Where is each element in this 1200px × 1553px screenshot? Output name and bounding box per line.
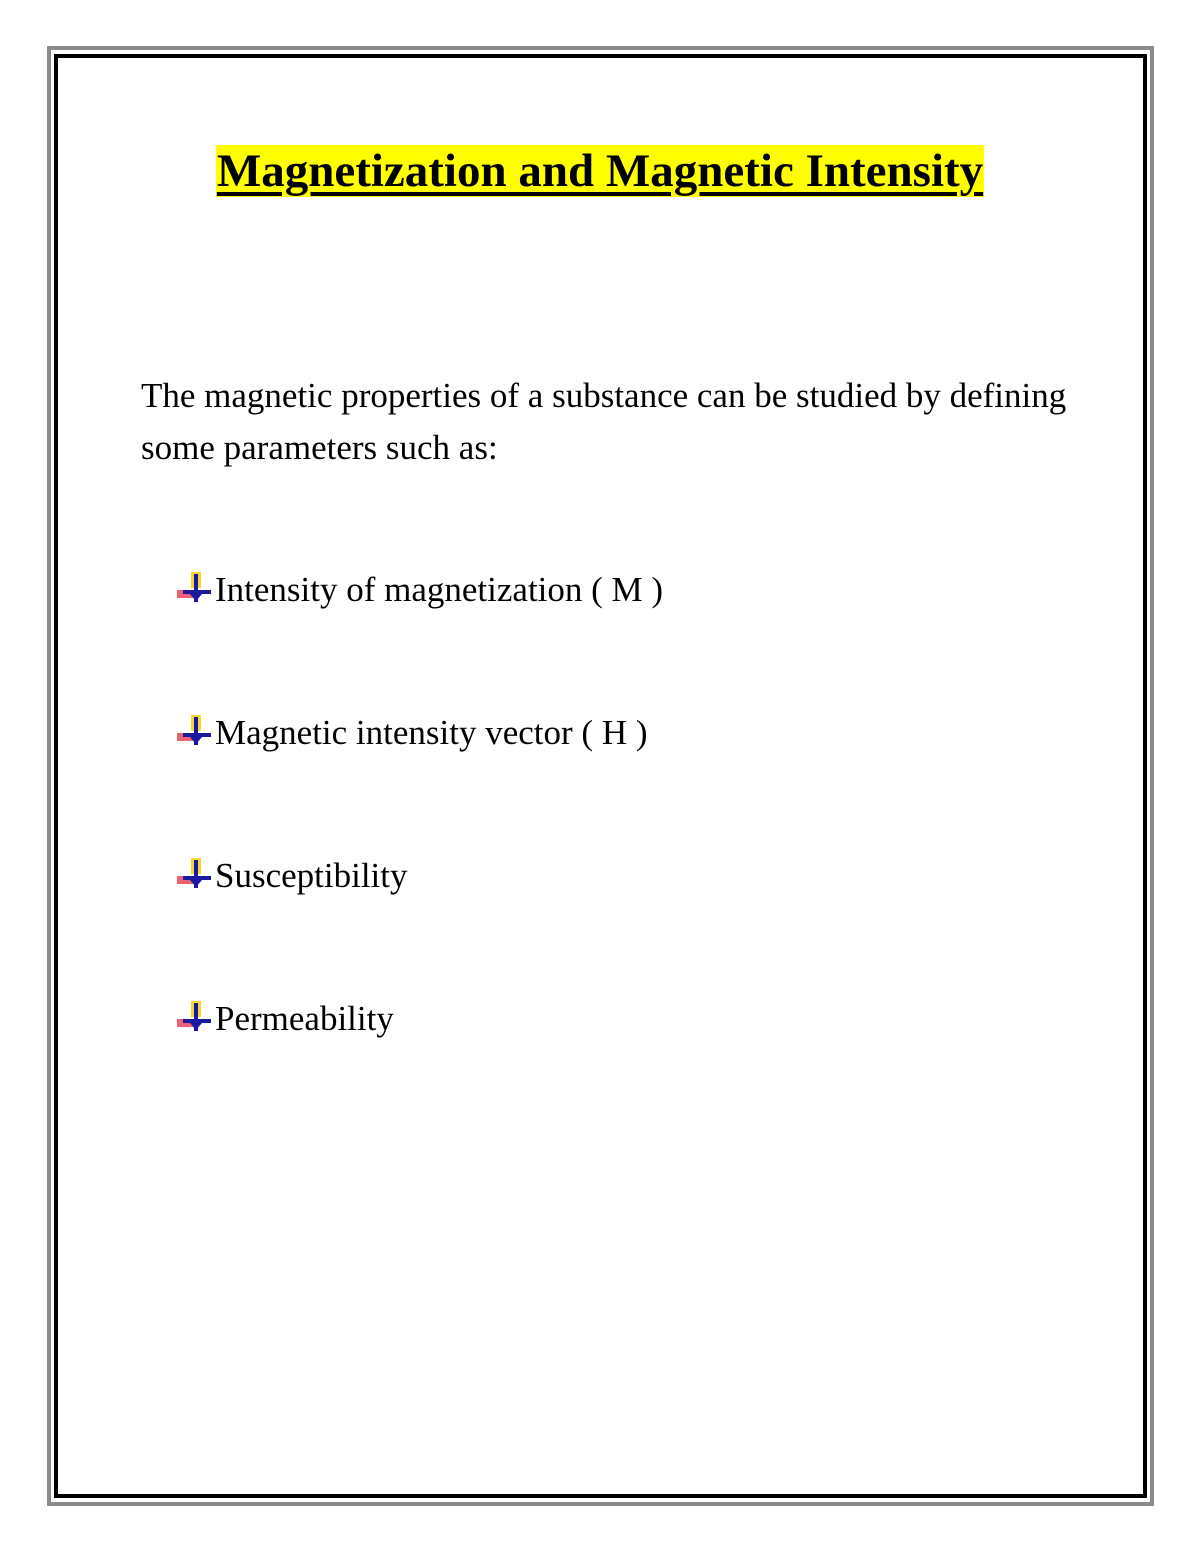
list-item [175,564,663,707]
list-item-label: Intensity of magnetization ( M ) [215,570,664,609]
list-item-label: Susceptibility [215,856,408,895]
intro-paragraph: The magnetic properties of a substance can be studied by defining some parameters such as: [141,376,1067,467]
parameter-list [175,564,663,1136]
list-item-label: Permeability [215,999,394,1038]
arrow-bullet-icon [175,850,215,902]
list-item [175,707,663,850]
page-title [0,142,1200,200]
arrow-bullet-icon [175,707,215,759]
page-title-text: Magnetization and Magnetic Intensity [216,145,984,197]
list-item [175,850,663,993]
arrow-bullet-icon [175,564,215,616]
list-item [175,993,663,1136]
list-item-label: Magnetic intensity vector ( H ) [215,713,648,752]
arrow-bullet-icon [175,993,215,1045]
